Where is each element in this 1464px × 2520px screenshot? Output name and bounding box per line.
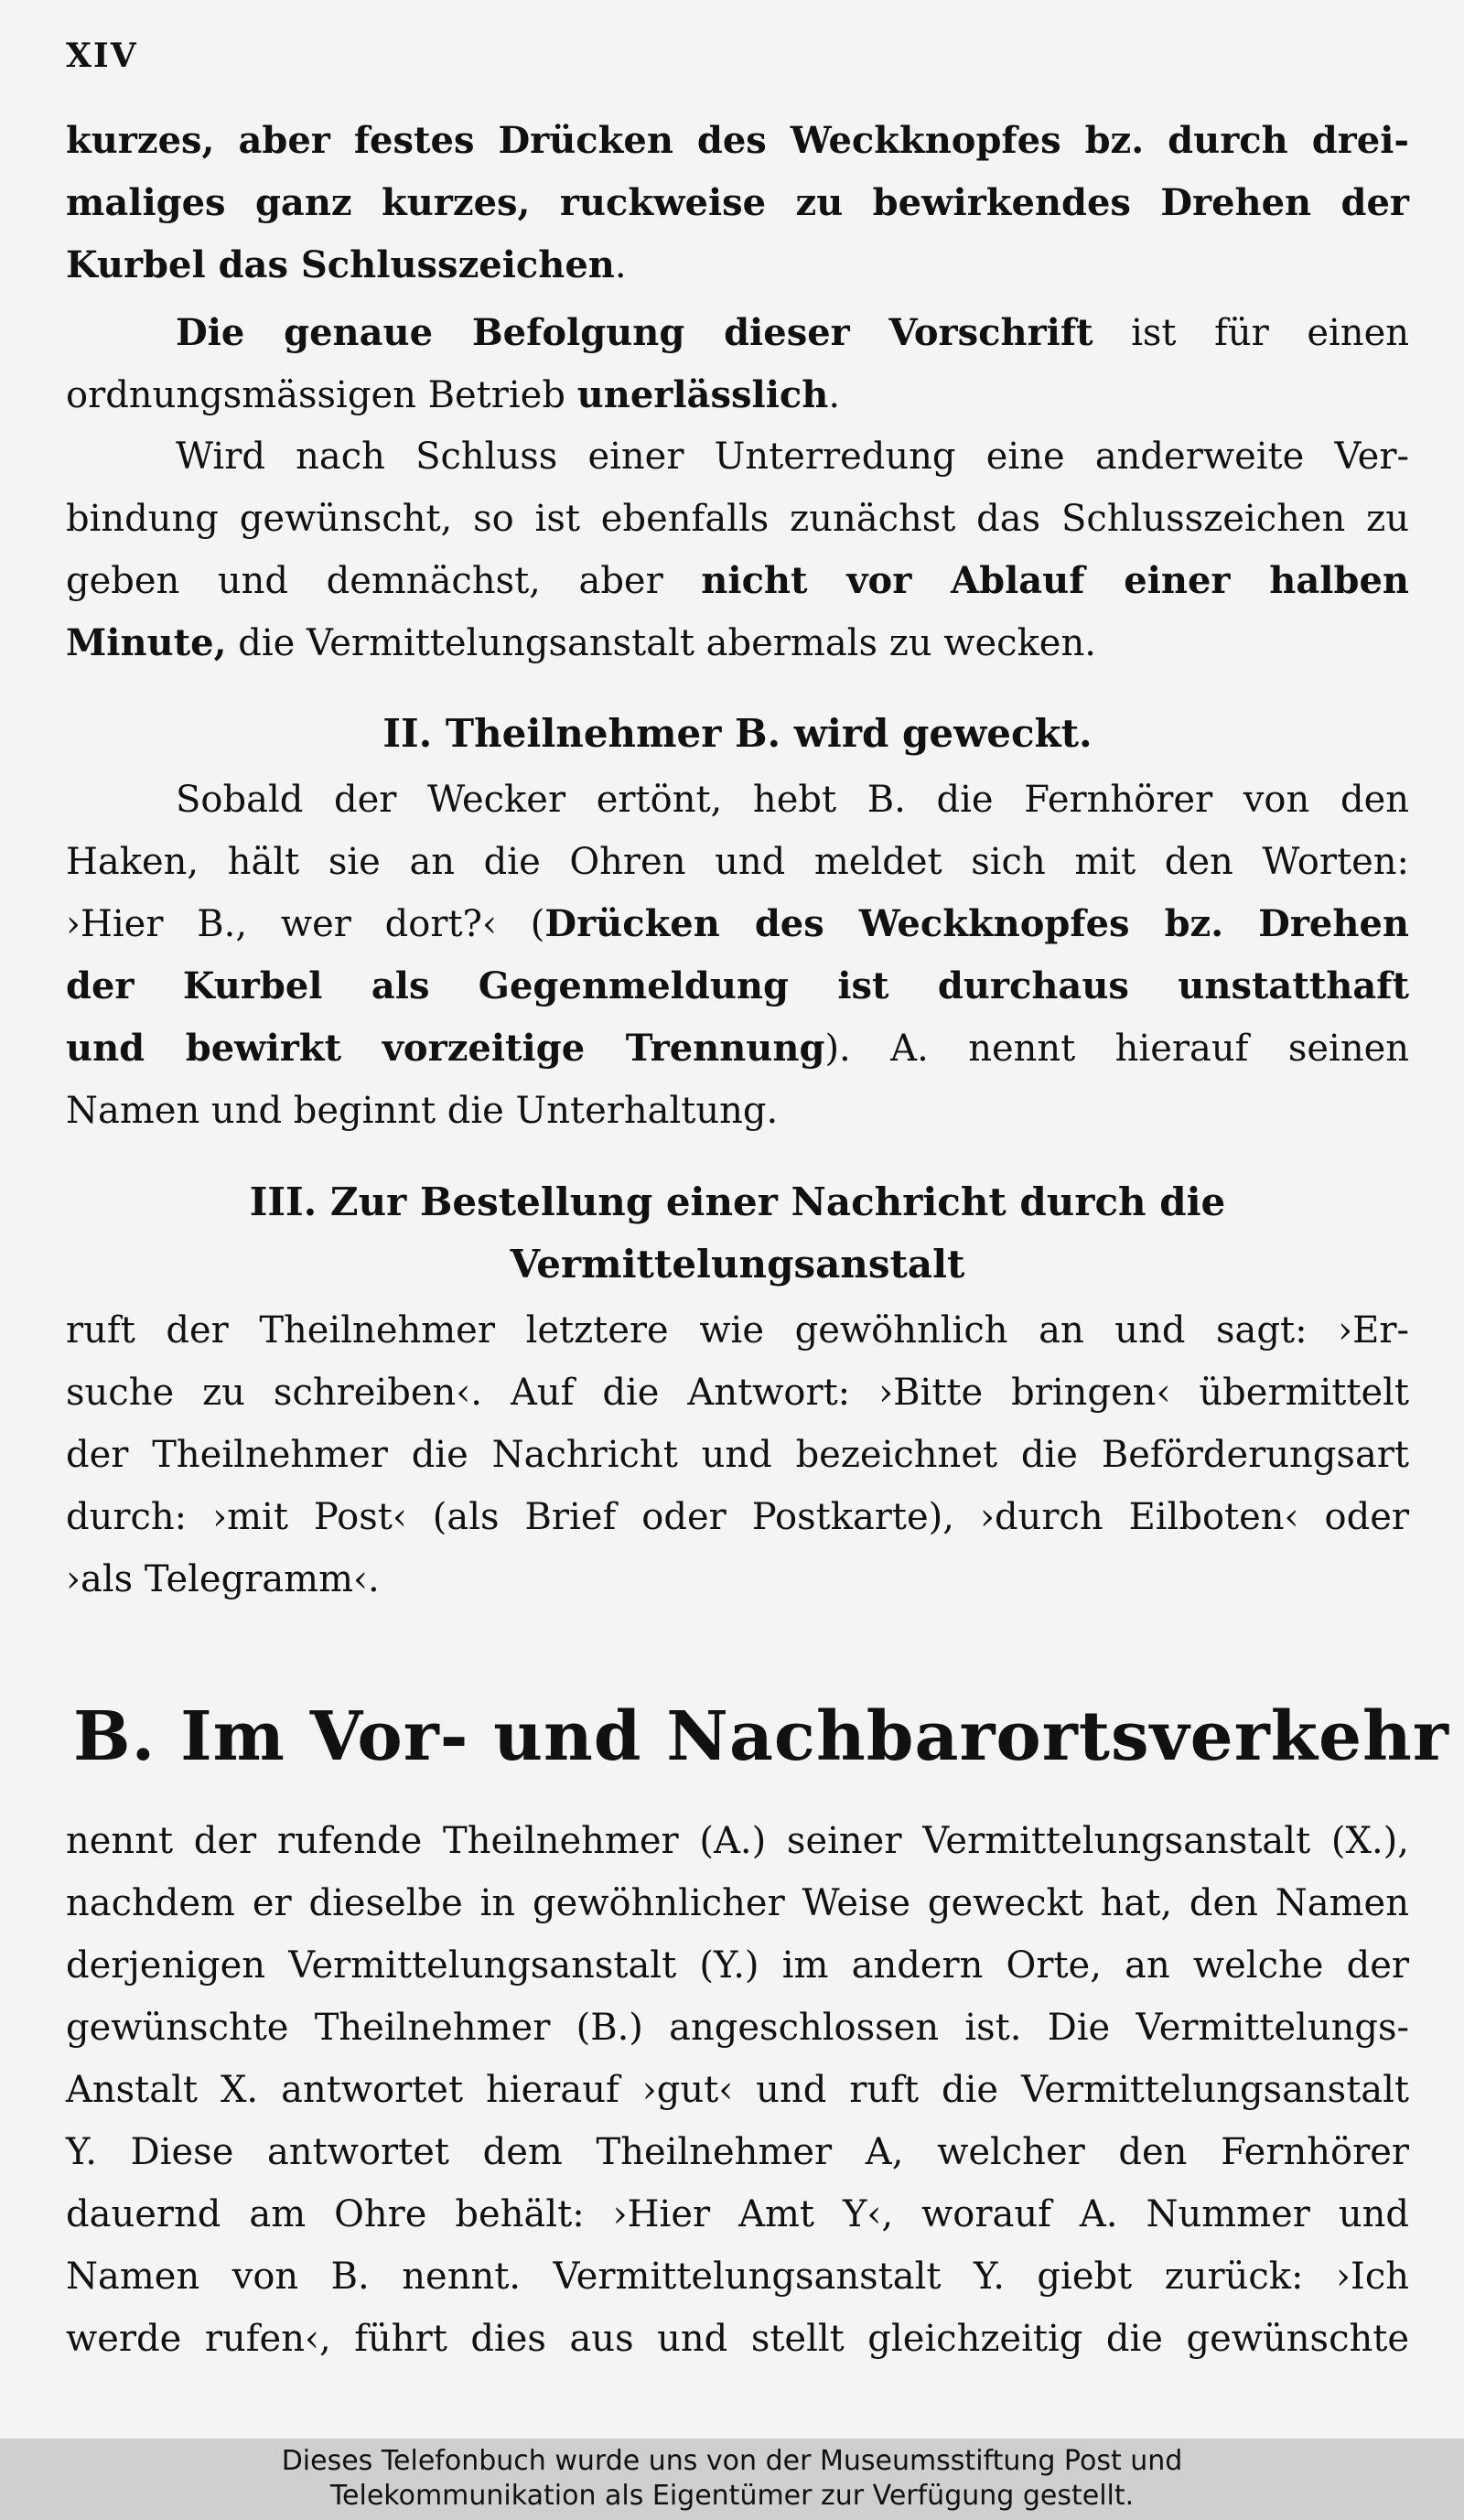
text-line: der Theilnehmer die Nachricht und bezeichnet die Beförderungsart <box>66 1434 1409 1476</box>
text-line: durch: ›mit Post‹ (als Brief oder Postkarte), ›durch Eilboten‹ oder <box>66 1496 1409 1538</box>
footer-line: Dieses Telefonbuch wurde uns von der Museumsstiftung Post und <box>281 2445 1183 2477</box>
text-line: Die genaue Befolgung dieser Vorschrift ist für einen <box>176 311 1409 354</box>
text-line: werde rufen‹, führt dies aus und stellt gleichzeitig die gewünschte <box>66 2318 1409 2360</box>
text-line: kurzes, aber festes Drücken des Weckknopfes bz. durch drei- <box>66 119 1409 162</box>
section-heading-iii <box>66 1171 1409 1296</box>
text-line: Wird nach Schluss einer Unterredung eine anderweite Ver- <box>176 436 1409 478</box>
paragraph-anderweite-verbindung <box>66 425 1409 674</box>
text-line: und bewirkt vorzeitige Trennung). A. nennt hierauf seinen <box>66 1027 1410 1070</box>
text-line: nachdem er dieselbe in gewöhnlicher Weise geweckt hat, den Namen <box>66 1882 1409 1924</box>
text-line: bindung gewünscht, so ist ebenfalls zunächst das Schlusszeichen zu <box>66 498 1409 540</box>
paragraph-vorortsverkehr <box>66 1810 1409 2370</box>
text-line: ›als Telegramm‹. <box>66 1558 380 1600</box>
paragraph-schlusszeichen <box>66 110 1409 296</box>
footer-notice <box>0 2439 1464 2520</box>
text-line: Y. Diese antwortet dem Theilnehmer A, welcher den Fernhörer <box>66 2131 1409 2173</box>
text-line: Anstalt X. antwortet hierauf ›gut‹ und ruft die Vermittelungsanstalt <box>66 2069 1409 2111</box>
text-line: Namen von B. nennt. Vermittelungsanstalt Y. giebt zurück: ›Ich <box>66 2256 1409 2298</box>
text-line: Sobald der Wecker ertönt, hebt B. die Fernhörer von den <box>176 779 1409 821</box>
heading-line: III. Zur Bestellung einer Nachricht durch die <box>249 1179 1226 1224</box>
paragraph-theilnehmer-b <box>66 769 1409 1142</box>
text-line: Namen und beginnt die Unterhaltung. <box>66 1090 779 1132</box>
text-line: geben und demnächst, aber nicht vor Ablauf einer halben <box>66 559 1409 602</box>
section-heading-ii: II. Theilnehmer B. wird geweckt. <box>382 711 1093 756</box>
text-line: derjenigen Vermittelungsanstalt (Y.) im andern Orte, an welche der <box>66 1944 1409 1987</box>
text-line: suche zu schreiben‹. Auf die Antwort: ›Bitte bringen‹ übermittelt <box>66 1372 1409 1414</box>
text-line: der Kurbel als Gegenmeldung ist durchaus unstatthaft <box>66 964 1409 1007</box>
text-line: Minute, die Vermittelungsanstalt abermals zu wecken. <box>66 621 1096 664</box>
paragraph-bestellung <box>66 1299 1409 1610</box>
text-line: Haken, hält sie an die Ohren und meldet sich mit den Worten: <box>66 841 1409 883</box>
text-line: ›Hier B., wer dort?‹ (Drücken des Weckknopfes bz. Drehen <box>66 902 1409 945</box>
text-line: nennt der rufende Theilnehmer (A.) seiner Vermittelungsanstalt (X.), <box>66 1820 1409 1862</box>
text-line: gewünschte Theilnehmer (B.) angeschlossen ist. Die Vermittelungs- <box>66 2007 1409 2049</box>
page-number: XIV <box>66 37 138 75</box>
text-line: ruft der Theilnehmer letztere wie gewöhnlich an und sagt: ›Er- <box>66 1309 1409 1352</box>
footer-line: Telekommunikation als Eigentümer zur Verfügung gestellt. <box>329 2480 1135 2512</box>
text-line: maliges ganz kurzes, ruckweise zu bewirkendes Drehen der <box>66 181 1409 224</box>
paragraph-befolgung <box>66 302 1409 426</box>
text-line: dauernd am Ohre behält: ›Hier Amt Y‹, worauf A. Nummer und <box>66 2193 1409 2235</box>
section-b-heading: B. Im Vor- und Nachbarortsverkehr <box>73 1697 1449 1776</box>
text-line: Kurbel das Schlusszeichen. <box>66 243 627 286</box>
text-line: ordnungsmässigen Betrieb unerlässlich. <box>66 373 841 416</box>
heading-line: Vermittelungsanstalt <box>510 1242 965 1287</box>
